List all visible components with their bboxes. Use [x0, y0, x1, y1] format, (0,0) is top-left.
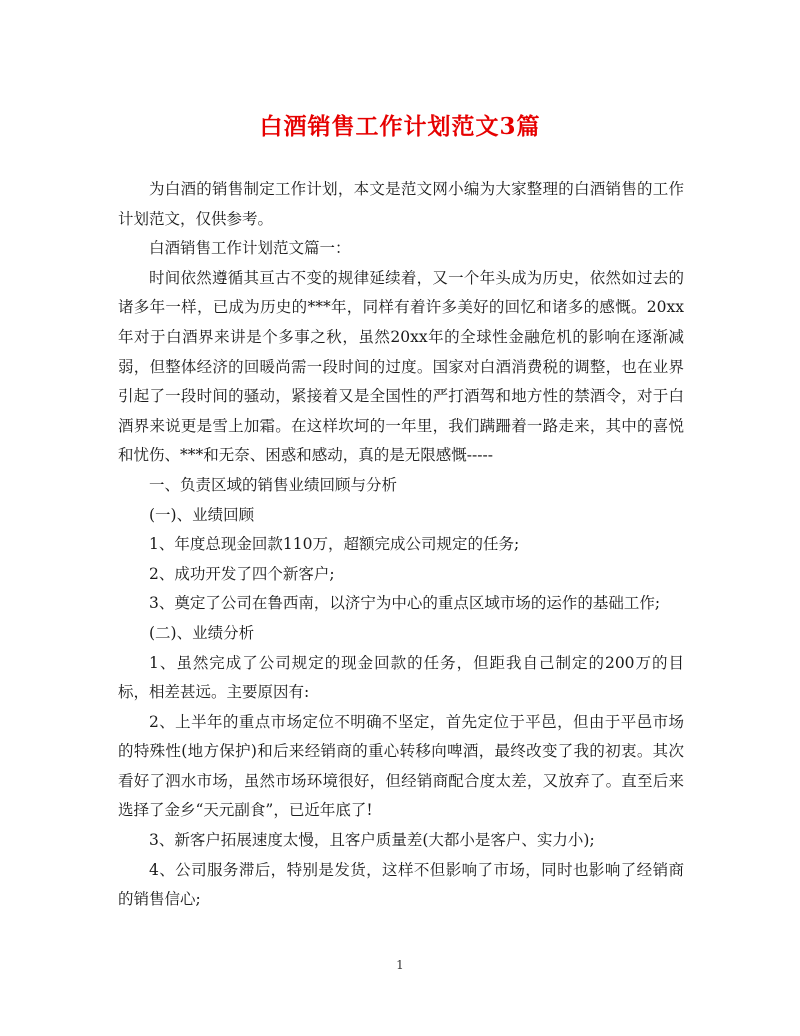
- list-item: 1、虽然完成了公司规定的现金回款的任务，但距我自己制定的200万的目标，相差甚远。主要原因有:: [118, 653, 684, 702]
- list-item: 4、公司服务滞后，特别是发货，这样不但影响了市场，同时也影响了经销商的销售信心;: [118, 860, 684, 909]
- paragraph-intro: 为白酒的销售制定工作计划，本文是范文网小编为大家整理的白酒销售的工作计划范文，仅供参考。: [118, 180, 684, 228]
- document-body: [118, 175, 684, 915]
- subsection-heading: (二)、业绩分析: [149, 623, 255, 642]
- list-item: 2、成功开发了四个新客户;: [149, 564, 335, 583]
- list-item: 1、年度总现金回款110万，超额完成公司规定的任务;: [149, 535, 520, 554]
- list-item: 3、奠定了公司在鲁西南，以济宁为中心的重点区域市场的运作的基础工作;: [149, 594, 661, 613]
- document-title: 白酒销售工作计划范文3篇: [259, 113, 541, 140]
- subsection-heading: (一)、业绩回顾: [149, 505, 255, 524]
- list-item: 2、上半年的重点市场定位不明确不坚定，首先定位于平邑，但由于平邑市场的特殊性(地方保护)和后来经销商的重心转移向啤酒，最终改变了我的初衷。其次看好了泗水市场，虽然市场环境很好，但经销商配合度太差，又放弃了。直至后来选择了金乡“天元副食”，已近年底了!: [118, 712, 684, 820]
- paragraph-subheading: 白酒销售工作计划范文篇一：: [149, 239, 351, 258]
- page-number: 1: [396, 958, 404, 972]
- paragraph-body: 时间依然遵循其亘古不变的规律延续着，又一个年头成为历史，依然如过去的诸多年一样，已成为历史的***年，同样有着许多美好的回忆和诸多的感慨。20xx年对于白酒界来讲是个多事之秋，虽然20xx年的全球性金融危机的影响在逐渐减弱，但整体经济的回暖尚需一段时间的过度。国家对白酒消费税的调整，也在业界引起了一段时间的骚动，紧接着又是全国性的严打酒驾和地方性的禁酒令，对于白酒界来说更是雪上加霜。在这样坎坷的一年里，我们蹒跚着一路走来，其中的喜悦和忧伤、***和无奈、困惑和感动，真的是无限感慨-----: [118, 268, 684, 465]
- section-heading: 一、负责区域的销售业绩回顾与分析: [149, 475, 398, 494]
- list-item: 3、新客户拓展速度太慢，且客户质量差(大都小是客户、实力小);: [149, 831, 595, 850]
